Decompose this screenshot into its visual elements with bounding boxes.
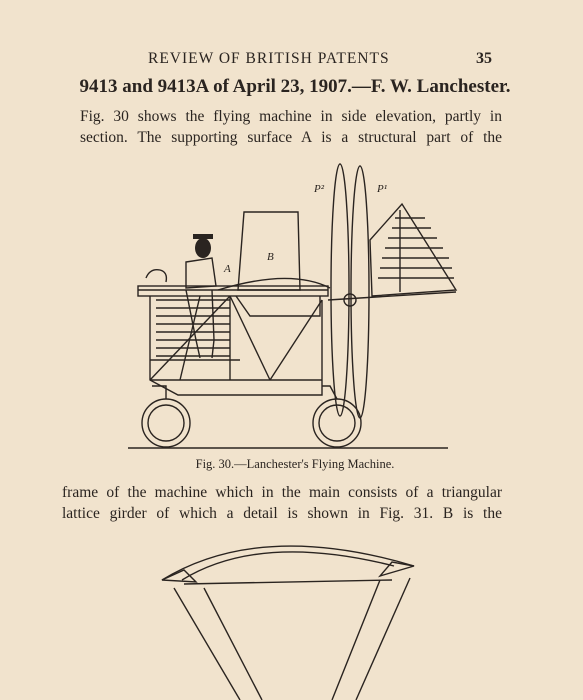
running-head: REVIEW OF BRITISH PATENTS [148,50,390,67]
patent-title: 9413 and 9413A of April 23, 1907.—F. W. Lanchester. [79,76,511,97]
paragraph-continuation [62,482,502,524]
paragraph-line: frame of the machine which in the main consists of a triangular [62,484,502,501]
label-b: B [267,251,274,263]
figure-caption: Fig. 30.—Lanchester's Flying Machine. [195,457,395,471]
label-a: A [224,263,231,275]
page-number: 35 [476,50,492,67]
paragraph-line: lattice girder of which a detail is shown in Fig. 31. B is the [62,505,502,522]
label-p2: P² [314,183,325,195]
paragraph-line: Fig. 30 shows the flying machine in side elevation, partly in [80,108,502,125]
paragraph-line: section. The supporting surface A is a structural part of the [80,129,502,146]
label-p1: P¹ [377,183,388,195]
